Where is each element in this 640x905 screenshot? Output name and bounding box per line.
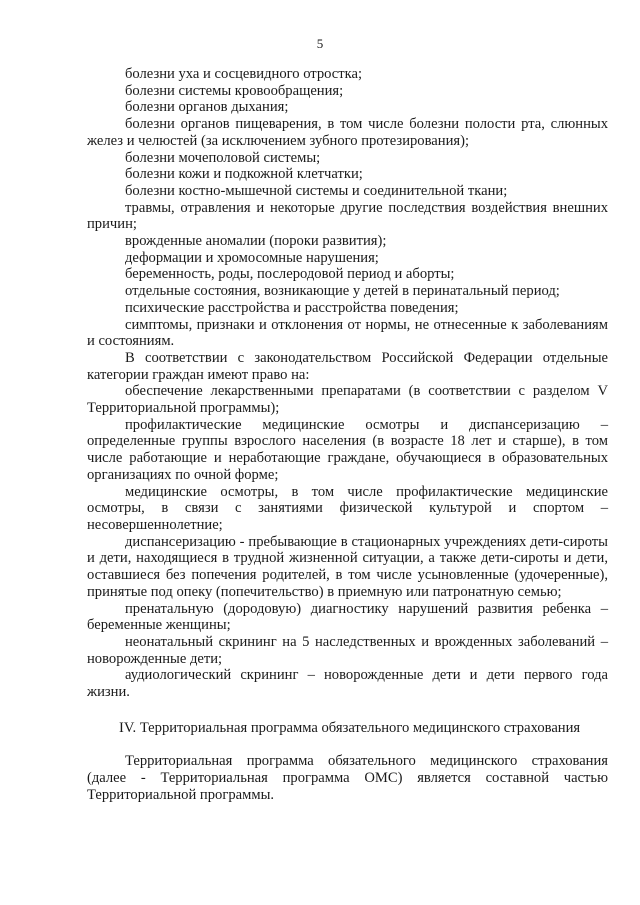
- paragraph: врожденные аномалии (пороки развития);: [125, 233, 387, 250]
- paragraph: болезни уха и сосцевидного отростка;: [125, 66, 363, 82]
- paragraph: пренатальную (дородовую) диагностику нарушений развития ребенка – беременные женщины;: [87, 600, 608, 634]
- paragraph: медицинские осмотры, в том числе профилактические медицинские осмотры, в связи с занятиями физической культурой и спортом – несовершеннолетние;: [87, 483, 608, 533]
- paragraph: симптомы, признаки и отклонения от нормы, не отнесенные к заболеваниям и состояниям.: [87, 316, 608, 350]
- paragraph: отдельные состояния, возникающие у детей в перинатальный период;: [125, 283, 560, 300]
- paragraph: неонатальный скрининг на 5 наследственных и врожденных заболеваний – новорожденные дети;: [87, 633, 608, 667]
- section-heading: IV. Территориальная программа обязательного медицинского страхования: [119, 719, 581, 736]
- paragraph: болезни органов дыхания;: [125, 99, 289, 116]
- paragraph: болезни мочеполовой системы;: [125, 149, 321, 166]
- paragraph: болезни органов пищеварения, в том числе болезни полости рта, слюнных желез и челюстей (за исключением зубного протезирования);: [87, 116, 608, 149]
- paragraph: психические расстройства и расстройства поведения;: [125, 299, 459, 316]
- paragraph: болезни системы кровообращения;: [125, 82, 344, 99]
- paragraph: диспансеризацию - пребывающие в стационарных учреждениях дети-сироты и дети, находящиеся в трудной жизненной ситуации, а также дети-сироты и дети, оставшиеся без попечения родителей, в том числе усыновленные (удочеренные), принятые под опеку (попечительство) в приемную или патронатную семью;: [87, 533, 608, 600]
- paragraph: обеспечение лекарственными препаратами (в соответствии с разделом V Территориальной программы);: [87, 383, 608, 417]
- document-body: [87, 66, 608, 804]
- paragraph: Территориальная программа обязательного медицинского страхования (далее - Территориальная программа ОМС) является составной частью Территориальной программы.: [87, 753, 608, 803]
- paragraph: беременность, роды, послеродовой период и аборты;: [125, 266, 455, 283]
- paragraph: травмы, отравления и некоторые другие последствия воздействия внешних причин;: [87, 199, 608, 233]
- paragraph: В соответствии с законодательством Российской Федерации отдельные категории граждан имеют право на:: [87, 349, 608, 383]
- page-number: 5: [316, 36, 324, 51]
- paragraph: болезни кожи и подкожной клетчатки;: [125, 166, 363, 183]
- paragraph: аудиологический скрининг – новорожденные дети и дети первого года жизни.: [87, 667, 608, 701]
- paragraph: деформации и хромосомные нарушения;: [125, 249, 379, 266]
- paragraph: болезни костно-мышечной системы и соединительной ткани;: [125, 182, 508, 199]
- paragraph: профилактические медицинские осмотры и диспансеризацию – определенные группы взрослого населения (в возрасте 18 лет и старше), в том числе работающие и неработающие граждане, обучающиеся в образовательных организациях по очной форме;: [87, 416, 608, 483]
